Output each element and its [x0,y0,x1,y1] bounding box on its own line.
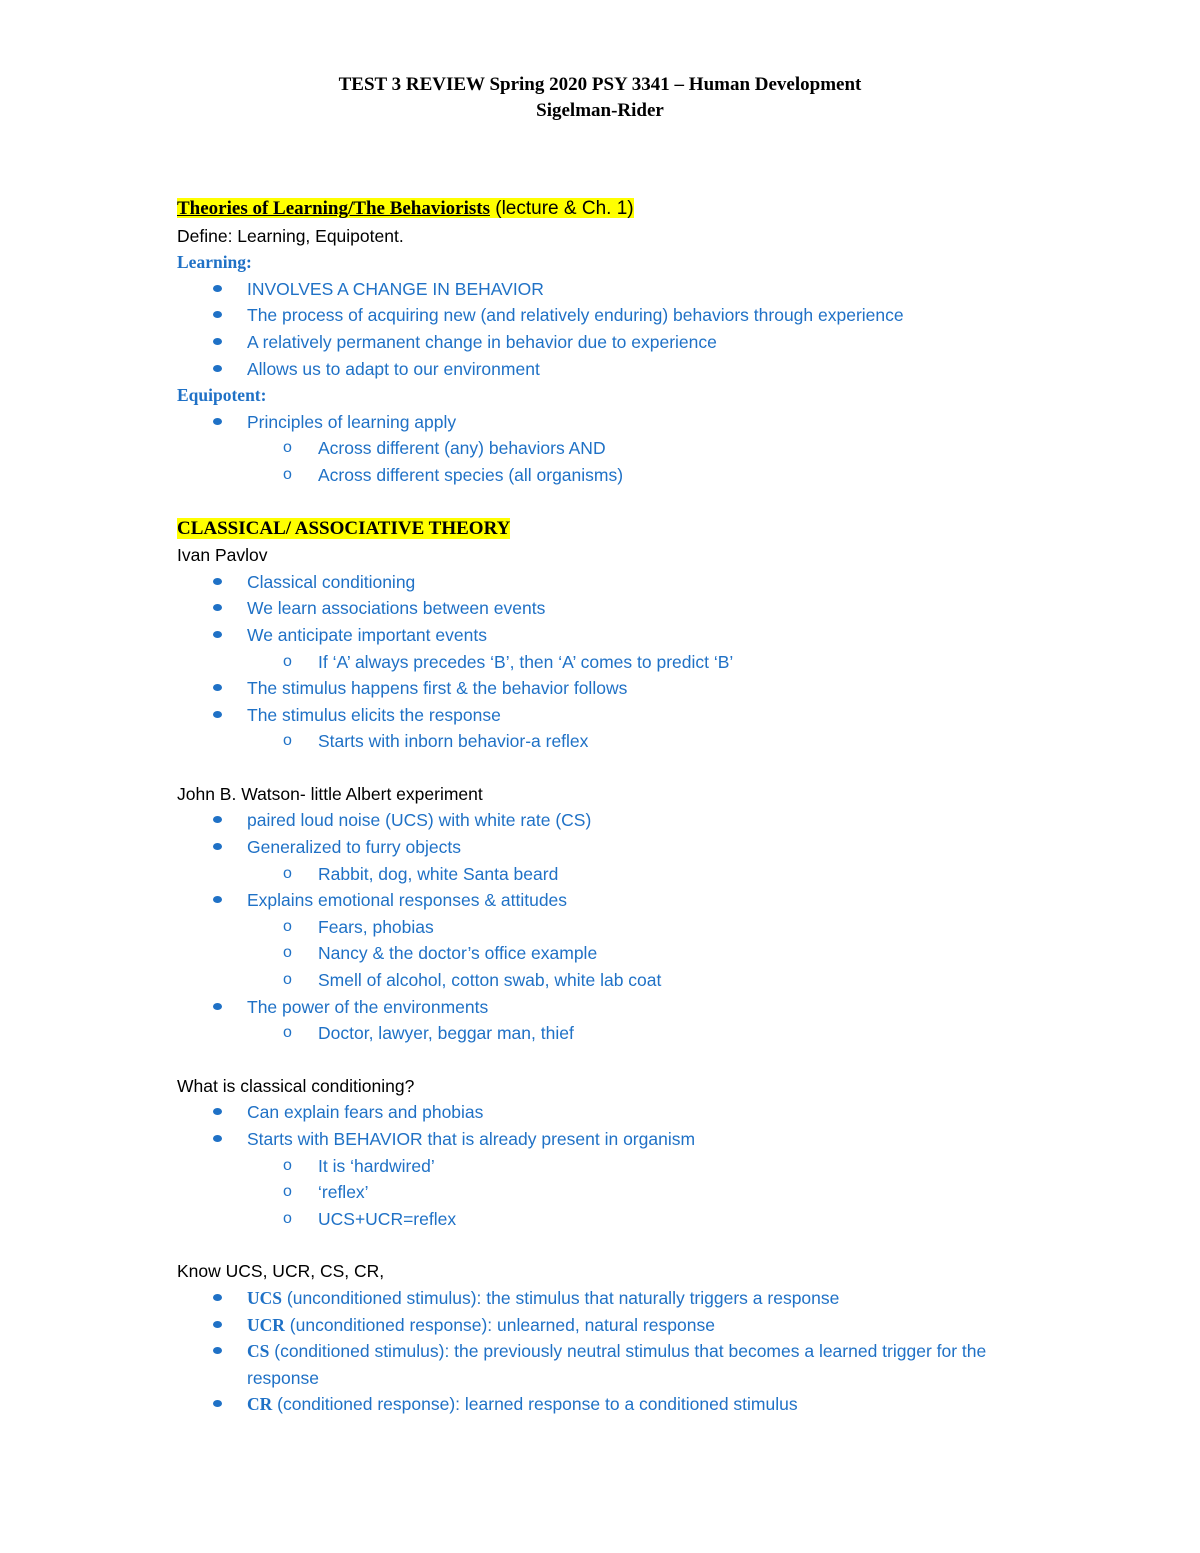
list-item: paired loud noise (UCS) with white rate (CS) [247,807,1057,834]
term: CR [247,1394,273,1415]
title-line-2: Sigelman-Rider [536,100,664,121]
circle-bullet-icon: o [283,732,292,750]
sub-list-item: o If ‘A’ always precedes ‘B’, then ‘A’ comes to predict ‘B’ [318,649,1057,676]
list-item: INVOLVES A CHANGE IN BEHAVIOR [247,276,1057,303]
equipotent-sublist [247,435,1057,488]
list-item: The stimulus happens first & the behavior follows [247,675,1057,702]
bullet-icon [213,1294,222,1301]
definition: (conditioned response): learned response to a conditioned stimulus [272,1394,798,1415]
document-body [177,195,1057,1418]
what-is-label: What is classical conditioning? [177,1075,415,1096]
definition: (unconditioned response): unlearned, natural response [284,1314,715,1335]
what-is-list [177,1099,1057,1232]
sub-list-item: o Across different (any) behaviors AND [318,435,1057,462]
sub-list-item: o Rabbit, dog, white Santa beard [318,861,1057,888]
circle-bullet-icon: o [283,864,292,882]
section-heading-classical: CLASSICAL/ ASSOCIATIVE THEORY [177,517,511,539]
sub-list-item: o ‘reflex’ [318,1179,1057,1206]
watson-list [177,807,1057,1046]
bullet-icon [213,843,222,850]
learning-label: Learning: [177,252,252,273]
circle-bullet-icon: o [283,1183,292,1201]
bullet-icon [213,816,222,823]
list-item: We learn associations between events [247,595,1057,622]
sub-list-item: o Fears, phobias [318,914,1057,941]
pavlov-sublist [247,649,1057,676]
circle-bullet-icon: o [283,971,292,989]
definition: (unconditioned stimulus): the stimulus that naturally triggers a response [282,1287,840,1308]
sub-list-item: o Across different species (all organisms) [318,462,1057,489]
circle-bullet-icon: o [283,944,292,962]
list-item: Classical conditioning [247,569,1057,596]
section-title-suffix: (lecture & Ch. 1) [489,198,634,219]
bullet-icon [213,1400,222,1407]
list-item: Generalized to furry objects o Rabbit, dog, white Santa beard [247,834,1057,887]
term: UCS [247,1287,283,1308]
title-line-1: TEST 3 REVIEW Spring 2020 PSY 3341 – Human Development [338,74,862,95]
circle-bullet-icon: o [283,917,292,935]
list-item: Principles of learning apply o Across different (any) behaviors AND o Across different species (all organisms) [247,409,1057,489]
sub-list-item: o UCS+UCR=reflex [318,1206,1057,1233]
section-title: Theories of Learning/The Behaviorists [177,198,490,219]
bullet-icon [213,365,222,372]
circle-bullet-icon: o [283,465,292,483]
list-item: Allows us to adapt to our environment [247,356,1057,383]
bullet-icon [213,1003,222,1010]
watson-label: John B. Watson- little Albert experiment [177,783,483,804]
list-item: Explains emotional responses & attitudes o Fears, phobias o Nancy & the doctor’s office example o Smell of alcohol, cotton swab, white lab coat [247,887,1057,993]
list-item [247,1338,1027,1391]
list-item: The process of acquiring new (and relatively enduring) behaviors through experience [247,302,1057,329]
watson-sublist [247,1020,1057,1047]
sub-list-item: o Doctor, lawyer, beggar man, thief [318,1020,1057,1047]
know-label: Know UCS, UCR, CS, CR, [177,1261,385,1282]
learning-list [177,276,1057,382]
circle-bullet-icon: o [283,652,292,670]
bullet-icon [213,1347,222,1354]
pavlov-sublist [247,728,1057,755]
sub-list-item: o Smell of alcohol, cotton swab, white lab coat [318,967,1057,994]
bullet-icon [213,418,222,425]
equipotent-label: Equipotent: [177,385,267,406]
definition: (conditioned stimulus): the previously neutral stimulus that becomes a learned trigger for the response [247,1341,987,1388]
circle-bullet-icon: o [283,1209,292,1227]
term: UCR [247,1314,285,1335]
bullet-icon [213,711,222,718]
list-item [247,1312,1057,1339]
term: CS [247,1341,270,1362]
list-item: The power of the environments o Doctor, lawyer, beggar man, thief [247,994,1057,1047]
bullet-icon [213,338,222,345]
bullet-icon [213,578,222,585]
know-list [177,1285,1057,1418]
equipotent-list [177,409,1057,489]
bullet-icon [213,896,222,903]
define-line: Define: Learning, Equipotent. [177,225,404,246]
watson-sublist [247,861,1057,888]
bullet-icon [213,604,222,611]
list-item: We anticipate important events o If ‘A’ always precedes ‘B’, then ‘A’ comes to predict ‘B’ [247,622,1057,675]
bullet-icon [213,311,222,318]
list-item: The stimulus elicits the response o Starts with inborn behavior-a reflex [247,702,1057,755]
pavlov-label: Ivan Pavlov [177,545,268,566]
bullet-icon [213,1135,222,1142]
document-title [0,72,1200,124]
list-item: Can explain fears and phobias [247,1099,1057,1126]
what-is-sublist [247,1153,1057,1233]
bullet-icon [213,1321,222,1328]
sub-list-item: o Nancy & the doctor’s office example [318,940,1057,967]
list-item [247,1391,1057,1418]
list-item [247,1285,1057,1312]
watson-sublist [247,914,1057,994]
bullet-icon [213,631,222,638]
circle-bullet-icon: o [283,439,292,457]
list-item: Starts with BEHAVIOR that is already present in organism o It is ‘hardwired’ o ‘reflex’ o UCS+UCR=reflex [247,1126,1057,1232]
pavlov-list [177,569,1057,755]
circle-bullet-icon: o [283,1156,292,1174]
bullet-icon [213,684,222,691]
list-item: A relatively permanent change in behavior due to experience [247,329,1057,356]
bullet-icon [213,285,222,292]
sub-list-item: o It is ‘hardwired’ [318,1153,1057,1180]
sub-list-item: o Starts with inborn behavior-a reflex [318,728,1057,755]
circle-bullet-icon: o [283,1024,292,1042]
bullet-icon [213,1108,222,1115]
section-heading-theories [177,195,1057,223]
